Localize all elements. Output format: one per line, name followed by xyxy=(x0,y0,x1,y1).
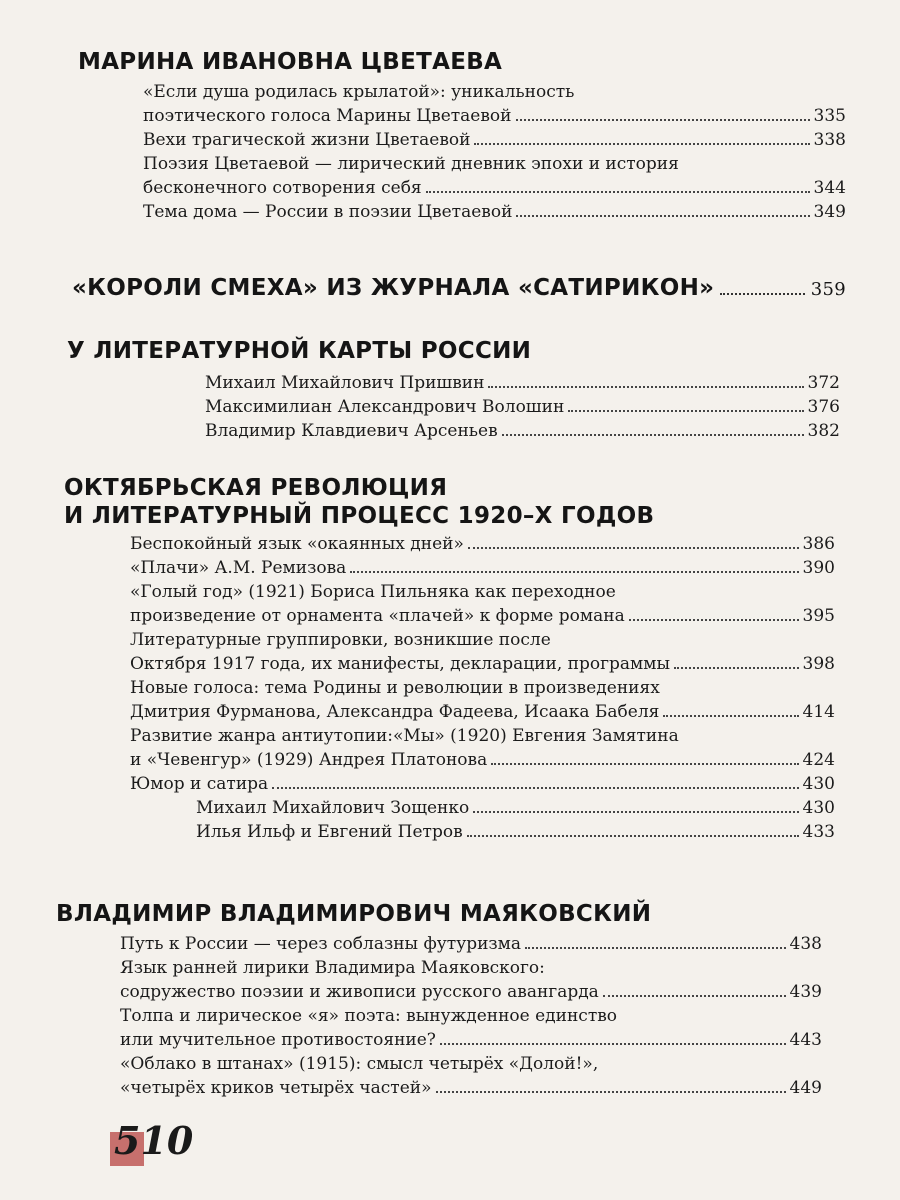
page-ref: 344 xyxy=(813,178,846,198)
page-ref: 430 xyxy=(802,798,835,818)
toc-entry[interactable]: Развитие жанра антиутопии:«Мы» (1920) Евгения Замятина и «Чевенгур» (1929) Андрея Платонова 424 xyxy=(130,726,835,770)
dot-leader xyxy=(488,386,803,388)
page-ref: 376 xyxy=(807,397,840,417)
page-ref: 386 xyxy=(802,534,835,554)
toc-entry[interactable]: Новые голоса: тема Родины и революции в произведениях Дмитрия Фурманова, Александра Фадеева, Исаака Бабеля 414 xyxy=(130,678,835,722)
toc-entry[interactable]: Максимилиан Александрович Волошин 376 xyxy=(205,397,840,417)
page-ref: 390 xyxy=(802,558,835,578)
toc-entry[interactable]: Литературные группировки, возникшие после Октября 1917 года, их манифесты, декларации, программы 398 xyxy=(130,630,835,674)
toc-entry[interactable]: Путь к России — через соблазны футуризма 438 xyxy=(120,934,822,954)
page-ref: 438 xyxy=(789,934,822,954)
dot-leader xyxy=(468,547,799,549)
dot-leader xyxy=(674,667,799,669)
page-ref: 443 xyxy=(789,1030,822,1050)
dot-leader xyxy=(426,191,810,193)
toc-entry[interactable]: Тема дома — России в поэзии Цветаевой 349 xyxy=(143,202,846,222)
page-ref: 398 xyxy=(802,654,835,674)
section-title: ВЛАДИМИР ВЛАДИМИРОВИЧ МАЯКОВСКИЙ xyxy=(56,901,652,927)
dot-leader xyxy=(350,571,798,573)
section-satirikon[interactable] xyxy=(0,274,900,304)
entries xyxy=(143,80,846,224)
page-ref: 449 xyxy=(789,1078,822,1098)
page-ref: 359 xyxy=(810,279,846,300)
page-number xyxy=(110,1118,193,1163)
toc-subentry[interactable]: Михаил Михайлович Зощенко 430 xyxy=(196,798,835,818)
toc-entry[interactable]: «Если душа родилась крылатой»: уникальность поэтического голоса Марины Цветаевой 335 xyxy=(143,82,846,126)
toc-entry[interactable]: Поэзия Цветаевой — лирический дневник эпохи и история бесконечного сотворения себя 344 xyxy=(143,154,846,198)
toc-entry[interactable]: Владимир Клавдиевич Арсеньев 382 xyxy=(205,421,840,441)
dot-leader xyxy=(568,410,803,412)
toc-entry[interactable]: Язык ранней лирики Владимира Маяковского: содружество поэзии и живописи русского авангарда 439 xyxy=(120,958,822,1002)
page-ref: 424 xyxy=(802,750,835,770)
section-title: У ЛИТЕРАТУРНОЙ КАРТЫ РОССИИ xyxy=(67,338,532,364)
dot-leader xyxy=(474,143,809,145)
dot-leader xyxy=(525,947,786,949)
page-ref: 430 xyxy=(802,774,835,794)
dot-leader xyxy=(436,1091,786,1093)
dot-leader xyxy=(440,1043,786,1045)
entries xyxy=(130,532,835,844)
section-title: ОКТЯБРЬСКАЯ РЕВОЛЮЦИЯ И ЛИТЕРАТУРНЫЙ ПРОЦЕСС 1920–Х ГОДОВ xyxy=(64,475,655,529)
toc-entry[interactable]: «Плачи» А.М. Ремизова 390 xyxy=(130,558,835,578)
page-ref: 433 xyxy=(802,822,835,842)
page-ref: 349 xyxy=(813,202,846,222)
section-literary-map xyxy=(0,337,900,443)
section-title: «КОРОЛИ СМЕХА» ИЗ ЖУРНАЛА «САТИРИКОН» 359 xyxy=(72,274,846,304)
dot-leader xyxy=(629,619,799,621)
dot-leader xyxy=(516,119,810,121)
page-number-text: 510 xyxy=(114,1118,194,1163)
dot-leader xyxy=(663,715,798,717)
section-mayakovsky xyxy=(0,900,900,1100)
dot-leader xyxy=(491,763,798,765)
page-ref: 338 xyxy=(813,130,846,150)
section-tsvetaeva xyxy=(0,48,900,224)
page-ref: 395 xyxy=(802,606,835,626)
dot-leader xyxy=(467,835,799,837)
entries xyxy=(205,371,840,443)
entries xyxy=(120,932,822,1100)
toc-entry[interactable]: Беспокойный язык «окаянных дней» 386 xyxy=(130,534,835,554)
section-october-revolution xyxy=(0,474,900,844)
toc-entry[interactable]: Михаил Михайлович Пришвин 372 xyxy=(205,373,840,393)
page-ref: 414 xyxy=(802,702,835,722)
toc-entry[interactable]: Юмор и сатира 430 xyxy=(130,774,835,794)
page-ref: 335 xyxy=(813,106,846,126)
toc-entry[interactable]: «Голый год» (1921) Бориса Пильняка как переходное произведение от орнамента «плачей» к форме романа 395 xyxy=(130,582,835,626)
dot-leader xyxy=(720,293,804,295)
toc-entry[interactable]: Вехи трагической жизни Цветаевой 338 xyxy=(143,130,846,150)
dot-leader xyxy=(603,995,786,997)
toc-entry[interactable]: Толпа и лирическое «я» поэта: вынужденное единство или мучительное противостояние? 443 xyxy=(120,1006,822,1050)
page-ref: 439 xyxy=(789,982,822,1002)
dot-leader xyxy=(272,787,798,789)
dot-leader xyxy=(502,434,804,436)
page-ref: 382 xyxy=(807,421,840,441)
toc-subentry[interactable]: Илья Ильф и Евгений Петров 433 xyxy=(196,822,835,842)
page-ref: 372 xyxy=(807,373,840,393)
dot-leader xyxy=(516,215,809,217)
toc-entry[interactable]: «Облако в штанах» (1915): смысл четырёх «Долой!», «четырёх криков четырёх частей» 449 xyxy=(120,1054,822,1098)
section-title: МАРИНА ИВАНОВНА ЦВЕТАЕВА xyxy=(78,49,503,75)
dot-leader xyxy=(473,811,798,813)
